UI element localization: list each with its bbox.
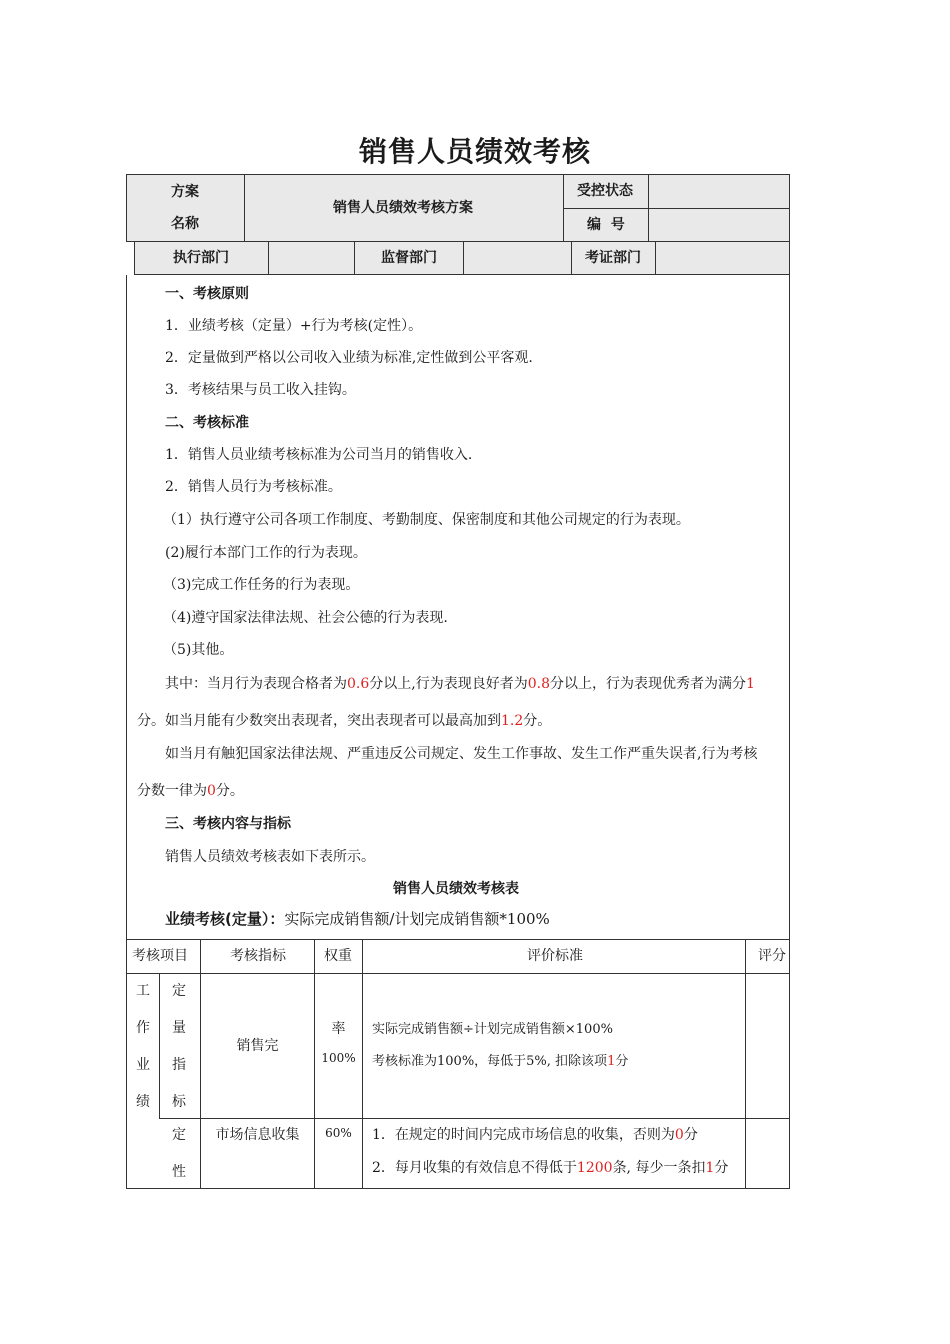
page-title: 销售人员绩效考核 [358,135,591,168]
list-item: 1．业绩考核（定量）+行为考核(定性）。 [165,318,423,334]
table-header: 评价标准 [527,948,583,964]
quant-char: 标 [172,1094,186,1110]
list-item: 3．考核结果与员工收入挂钩。 [165,382,356,398]
list-item: （3)完成工作任务的行为表现。 [163,577,360,593]
category-char: 绩 [136,1094,150,1110]
section-title: 二、考核标准 [165,415,249,431]
list-item: （1）执行遵守公司各项工作制度、考勤制度、保密制度和其他公司规定的行为表现。 [163,512,690,528]
scheme-label-2: 名称 [171,216,199,232]
supervise-dept-label: 监督部门 [381,250,437,266]
section-title: 一、考核原则 [165,286,249,302]
formula-line: 业绩考核(定量）：实际完成销售额/计划完成销售额*100% [165,910,550,928]
control-status-label: 受控状态 [577,183,633,199]
indicator-cell: 销售完 [236,1038,279,1054]
list-item: （5)其他。 [163,642,234,658]
table-header: 权重 [324,948,352,964]
paragraph-line: 其中：当月行为表现合格者为0.6分以上,行为表现良好者为0.8分以上，行为表现优秀者为满分1 [165,676,755,692]
table-title: 销售人员绩效考核表 [393,881,519,897]
category-char: 作 [136,1020,150,1036]
standard-cell: 考核标准为100%，每低于5%, 扣除该项1分 [372,1054,629,1069]
verify-dept-label: 考证部门 [585,250,641,266]
list-item: 2．销售人员行为考核标准。 [165,479,342,495]
list-item: (2)履行本部门工作的行为表现。 [165,545,367,561]
paragraph-line: 销售人员绩效考核表如下表所示。 [165,849,375,865]
table-header: 评分 [758,948,786,964]
exec-dept-label: 执行部门 [173,250,229,266]
category-char: 业 [136,1057,150,1073]
paragraph-line: 分数一律为0分。 [137,783,244,799]
qual-char: 定 [172,1127,186,1143]
assessment-table [126,939,790,1189]
indicator-cell: 市场信息收集 [215,1127,300,1143]
list-item: 1．销售人员业绩考核标准为公司当月的销售收入. [165,447,473,463]
quant-char: 定 [172,983,186,999]
number-label: 编 号 [587,217,625,233]
standard-cell: 2．每月收集的有效信息不得低于1200条, 每少一条扣1分 [372,1160,729,1176]
header-table [126,174,790,242]
weight-cell: 率 [331,1021,346,1037]
standard-cell: 实际完成销售额÷计划完成销售额×100% [372,1022,613,1037]
qual-char: 性 [172,1164,186,1180]
table-header: 考核项目 [132,948,188,964]
department-row [134,242,790,275]
list-item: （4)遵守国家法律法规、社会公德的行为表现. [163,610,448,626]
weight-cell: 100% [321,1051,356,1065]
section-title: 三、考核内容与指标 [165,816,291,832]
scheme-label-1: 方案 [171,184,199,200]
category-char: 工 [136,983,150,999]
weight-cell: 60% [325,1126,352,1140]
quant-char: 指 [172,1057,186,1073]
quant-char: 量 [172,1020,186,1036]
paragraph-line: 分。如当月能有少数突出表现者，突出表现者可以最高加到1.2分。 [137,713,552,729]
table-header: 考核指标 [230,948,286,964]
scheme-name: 销售人员绩效考核方案 [333,200,473,216]
standard-cell: 1．在规定的时间内完成市场信息的收集，否则为0分 [372,1127,698,1143]
content-area [126,275,790,939]
list-item: 2．定量做到严格以公司收入业绩为标准,定性做到公平客观. [165,350,533,366]
paragraph-line: 如当月有触犯国家法律法规、严重违反公司规定、发生工作事故、发生工作严重失误者,行为考核 [165,746,758,762]
